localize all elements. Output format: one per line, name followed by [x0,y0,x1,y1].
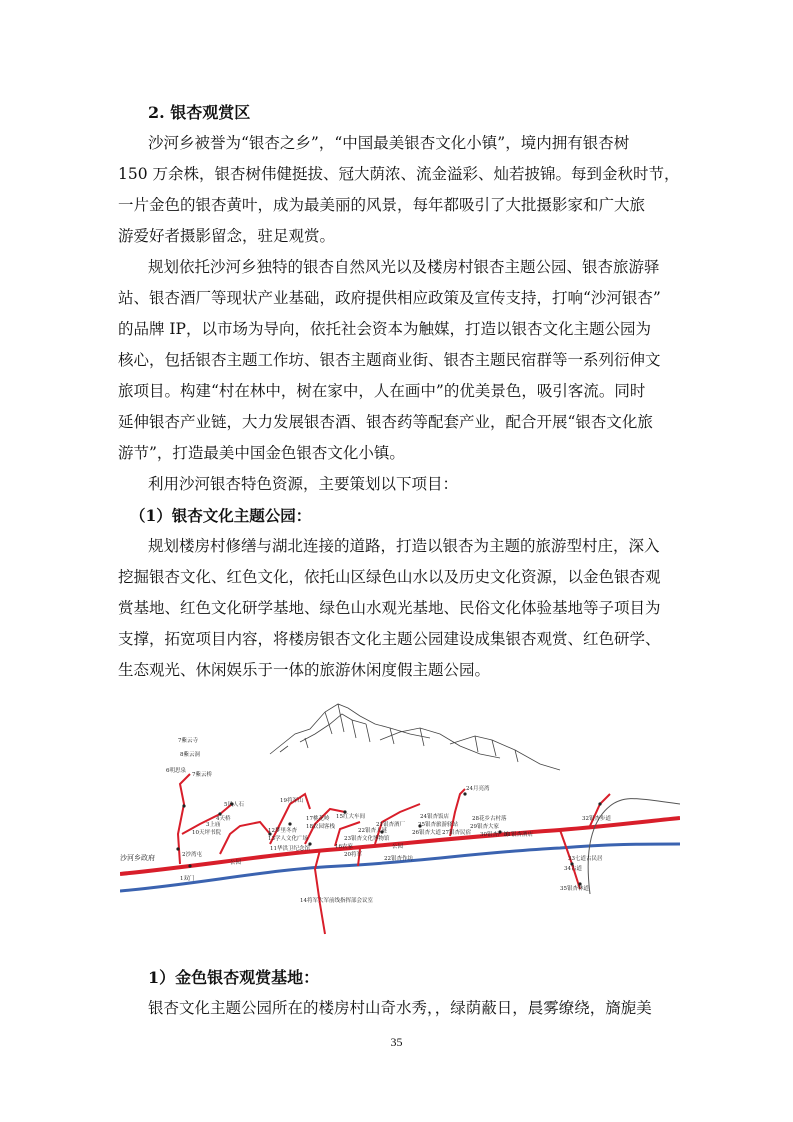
map-label: 24银杏饭店 [420,814,449,820]
map-label: 29银杏大家 [470,824,499,830]
map-label: 17桃花岭 [306,816,330,822]
text-line: 游节”，打造最美中国金色银杏文化小镇。 [118,444,405,462]
map-label: 公园 [392,844,404,850]
text-line: 支撑，拓宽项目内容，将楼房银杏文化主题公园建设成集银杏观赏、红色研学、 [118,630,661,648]
park-map-svg [120,694,680,954]
map-label: 11华洪卫纪念馆 [270,846,310,852]
map-label: 12梦里冬杏 [268,828,297,834]
map-label: 30银杏广场 [480,832,509,838]
map-label: 28花乡古村落 [472,816,507,822]
map-label: 7紫云寺 [178,738,198,744]
map-label: 26银杏大道 [412,830,441,836]
river-line [120,844,680,891]
map-label: 34古道 [564,866,582,872]
text-line: 挖掘银杏文化、红色文化，依托山区绿色山水以及历史文化资源，以金色银杏观 [118,568,661,586]
mountain-sketch [270,704,560,770]
map-label: 4天桥 [216,816,231,822]
map-label: 22银杏人谜 [358,828,387,834]
map-label: 22银杏作坊 [384,856,413,862]
map-label: 8紫云洞 [180,752,200,758]
map-label: 18农园客栈 [306,824,335,830]
map-label: 27银杏民宿 [442,830,471,836]
map-label: 6明思泉 [166,768,186,774]
paragraph-golden-ginkgo [118,993,684,1024]
map-labels [120,736,611,904]
map-label: 23银杏文化博物馆 [344,836,390,842]
text-line: 赏基地、红色文化研学基地、绿色山水观光基地、民俗文化体验基地等子项目为 [118,599,661,617]
branch-roads [178,774,610,934]
text-line: 一片金色的银杏黄叶，成为最美丽的风景，每年都吸引了大批摄影家和广大旅 [118,196,646,214]
subheading-golden-ginkgo: 1）金色银杏观赏基地： [148,968,320,987]
text-line: 延伸银杏产业链，大力发展银杏酒、银杏药等配套产业，配合开展“银杏文化旅 [118,413,653,431]
text-line: 银杏文化主题公园所在的楼房村山奇水秀，，绿荫蔽日，晨雾缭绕，旖旎美 [148,999,652,1017]
text-line: 游爱好者摄影留念，驻足观赏。 [118,227,336,245]
text-line: 沙河乡被誉为“银杏之乡”，“中国最美银杏文化小镇”，境内拥有银杏树 [148,134,630,152]
map-label: 3上庙 [206,822,221,828]
paragraph-projects-intro [118,469,684,531]
section-heading: 2. 银杏观赏区 [148,103,251,122]
map-label: 32银杏步道 [582,816,611,822]
map-label: 24月亮湾 [466,786,490,792]
page-number: 35 [390,1035,403,1049]
map-label: 19将军山 [280,798,304,804]
park-map-figure [120,694,680,954]
text-line: 核心，包括银杏主题工作坊、银杏主题商业街、银杏主题民宿群等一系列衍伸文 [118,351,661,369]
map-label: 33七道古民居 [568,856,603,862]
map-label: 25银杏旅游驿站 [418,822,458,828]
text-line: 利用沙河银杏特色资源，主要策划以下项目： [148,475,459,493]
map-label: 31银杏酒店 [504,832,533,838]
text-line: 规划楼房村修缮与湖北连接的道路，打造以银杏为主题的旅游型村庄，深入 [148,537,660,555]
paragraph-intro [118,128,684,252]
map-label: 16农家 [335,844,353,850]
subheading-park: （1）银杏文化主题公园： [130,506,312,525]
map-label: 10天坪书院 [192,830,221,836]
map-label: 15红大车间 [336,814,365,820]
paragraph-park [118,531,684,686]
town-label: 沙河乡政府 [120,854,155,862]
map-label: 公园 [230,860,242,866]
map-label: 13学人文化广场 [268,836,308,842]
map-label: 2沙湾屯 [182,852,202,858]
text-line: 站、银杏酒厂等现状产业基础，政府提供相应政策及宣传支持，打响“沙河银杏” [118,289,661,307]
map-label: 5风人石 [224,802,244,808]
text-line: 的品牌 IP，以市场为导向，依托社会资本为触媒，打造以银杏文化主题公园为 [118,320,651,338]
text-line: 150 万余株，银杏树伟健挺拔、冠大荫浓、流金溢彩、灿若披锦。每到金秋时节， [118,165,680,183]
map-label: 14将军大军前线指挥部会议室 [300,898,373,904]
map-label: 35银杏林道 [560,886,589,892]
map-label: 1双门 [180,876,195,882]
text-line: 生态观光、休闲娱乐于一体的旅游休闲度假主题公园。 [118,661,491,679]
map-label: 20将军 [344,852,362,858]
text-line: 规划依托沙河乡独特的银杏自然风光以及楼房村银杏主题公园、银杏旅游驿 [148,258,660,276]
map-label: 21银杏酒厂 [376,822,405,828]
paragraph-planning [118,252,684,469]
map-label: 7紫云桥 [192,772,212,778]
text-line: 旅项目。构建“村在林中，树在家中，人在画中”的优美景色，吸引客流。同时 [118,382,646,400]
